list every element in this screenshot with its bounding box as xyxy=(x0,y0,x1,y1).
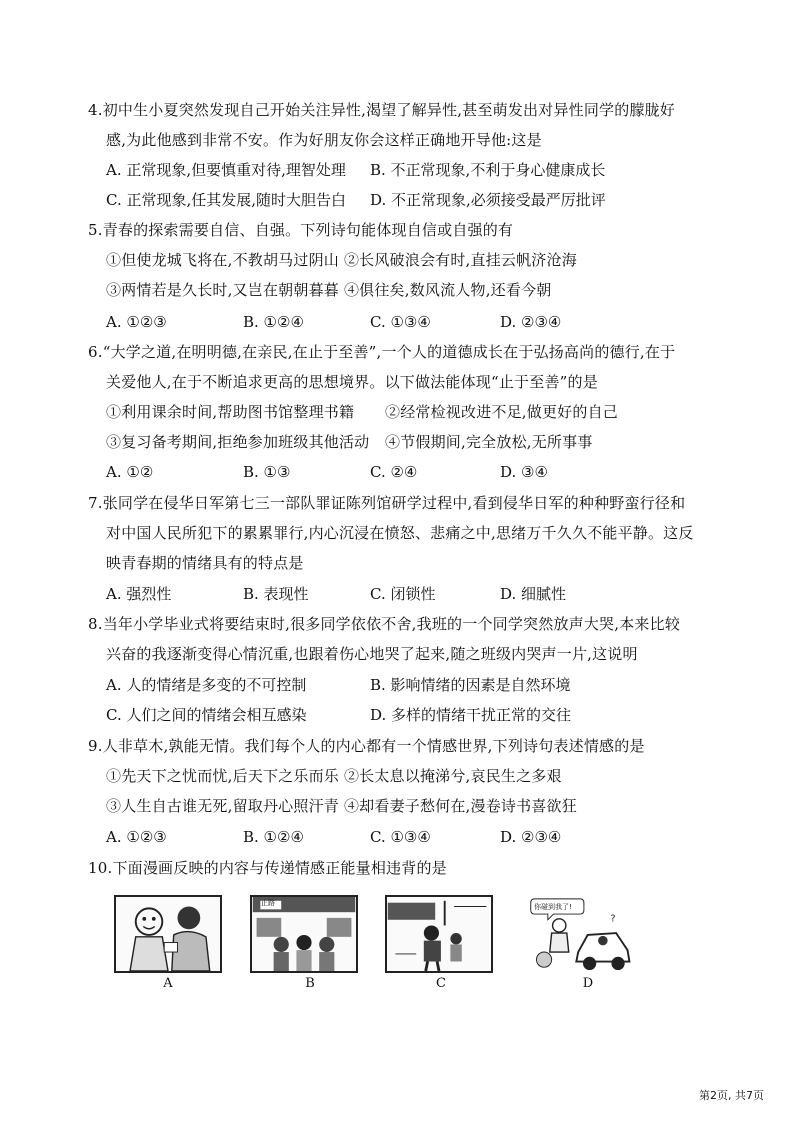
q9-option-b: B. ①②④ xyxy=(243,828,304,846)
svg-text:?: ? xyxy=(610,913,616,925)
q7-option-c: C. 闭锁性 xyxy=(370,585,436,603)
q6-stem-line-1: 6.“大学之道,在明明德,在亲民,在止于至善”,一个人的道德成长在于弘扬高尚的德行,在于 xyxy=(88,343,676,361)
q4-stem-line-1: 4.初中生小夏突然发现自己开始关注异性,渴望了解异性,甚至萌发出对异性同学的朦胧好 xyxy=(88,101,676,119)
comic-c-label: C xyxy=(436,976,446,991)
q8-stem-line-1: 8.当年小学毕业式将要结束时,很多同学依依不舍,我班的一个同学突然放声大哭,本来比较 xyxy=(88,615,681,633)
q6-item-1: ①利用课余时间,帮助图书馆整理书籍 xyxy=(106,403,355,421)
q6-item-2: ②经常检视改进不足,做更好的自己 xyxy=(385,403,618,421)
q6-option-a: A. ①② xyxy=(106,463,154,481)
q9-item-line-2: ③人生自古谁无死,留取丹心照汗青 ④却看妻子愁何在,漫卷诗书喜欲狂 xyxy=(106,797,577,815)
comic-a xyxy=(114,895,222,973)
q5-stem: 5.青春的探索需要自信、自强。下列诗句能体现自信或自强的有 xyxy=(88,221,514,239)
q6-stem-line-2: 关爱他人,在于不断追求更高的思想境界。以下做法能体现“止于至善”的是 xyxy=(106,373,598,391)
q8-option-a: A. 人的情绪是多变的不可控制 xyxy=(106,676,307,694)
q9-option-c: C. ①③④ xyxy=(370,828,431,846)
q8-stem-line-2: 兴奋的我逐渐变得心情沉重,也跟着伤心地哭了起来,随之班级内哭声一片,这说明 xyxy=(106,645,638,663)
q9-item-line-1: ①先天下之忧而忧,后天下之乐而乐 ②长太息以掩涕兮,哀民生之多艰 xyxy=(106,767,562,785)
q6-item-3: ③复习备考期间,拒绝参加班级其他活动 xyxy=(106,433,370,451)
q7-stem-line-2: 对中国人民所犯下的累累罪行,内心沉浸在愤怒、悲痛之中,思绪万千久久不能平静。这反 xyxy=(106,524,694,542)
q6-item-4: ④节假期间,完全放松,无所事事 xyxy=(385,433,593,451)
q9-stem: 9.人非草木,孰能无情。我们每个人的内心都有一个情感世界,下列诗句表述情感的是 xyxy=(88,737,645,755)
q6-option-b: B. ①③ xyxy=(243,463,291,481)
comic-b-label: B xyxy=(305,976,315,991)
comic-a-label: A xyxy=(163,976,173,991)
q5-item-line-1: ①但使龙城飞将在,不教胡马过阴山 ②长风破浪会有时,直挂云帆济沧海 xyxy=(106,251,577,269)
page-number: 第2页, 共7页 xyxy=(699,1089,764,1102)
q9-option-a: A. ①②③ xyxy=(106,828,167,846)
q6-option-c: C. ②④ xyxy=(370,463,418,481)
q4-option-a: A. 正常现象,但要慎重对待,理智处理 xyxy=(106,161,346,179)
q4-option-c: C. 正常现象,任其发展,随时大胆告白 xyxy=(106,191,347,209)
comic-d-speech: 你碰到我了! xyxy=(534,903,572,911)
q8-option-c: C. 人们之间的情绪会相互感染 xyxy=(106,706,307,724)
comic-d-label: D xyxy=(582,976,594,991)
comic-b-sign: 止路 xyxy=(261,899,275,907)
q5-option-b: B. ①②④ xyxy=(243,313,304,331)
q7-stem-line-1: 7.张同学在侵华日军第七三一部队罪证陈列馆研学过程中,看到侵华日军的种种野蛮行径和 xyxy=(88,494,686,512)
q7-option-a: A. 强烈性 xyxy=(106,585,172,603)
comic-a-drawing xyxy=(116,897,220,971)
q4-option-b: B. 不正常现象,不利于身心健康成长 xyxy=(370,161,606,179)
q8-option-d: D. 多样的情绪干扰正常的交往 xyxy=(370,706,572,724)
q10-stem: 10.下面漫画反映的内容与传递情感正能量相违背的是 xyxy=(88,859,447,877)
q6-option-d: D. ③④ xyxy=(500,463,548,481)
q7-option-d: D. 细腻性 xyxy=(500,585,567,603)
q9-option-d: D. ②③④ xyxy=(500,828,562,846)
comic-b xyxy=(250,895,358,973)
comic-d xyxy=(528,895,636,973)
q7-stem-line-3: 映青春期的情绪具有的特点是 xyxy=(106,554,304,572)
q7-option-b: B. 表现性 xyxy=(243,585,309,603)
comic-b-drawing xyxy=(252,897,356,971)
q4-stem-line-2: 感,为此他感到非常不安。作为好朋友你会这样正确地开导他:这是 xyxy=(106,131,542,149)
q5-option-a: A. ①②③ xyxy=(106,313,167,331)
q5-option-c: C. ①③④ xyxy=(370,313,431,331)
q5-option-d: D. ②③④ xyxy=(500,313,562,331)
q5-item-line-2: ③两情若是久长时,又岂在朝朝暮暮 ④俱往矣,数风流人物,还看今朝 xyxy=(106,281,552,299)
comic-c-drawing xyxy=(387,897,491,971)
comic-c xyxy=(385,895,493,973)
q4-option-d: D. 不正常现象,必须接受最严厉批评 xyxy=(370,191,606,209)
q8-option-b: B. 影响情绪的因素是自然环境 xyxy=(370,676,571,694)
